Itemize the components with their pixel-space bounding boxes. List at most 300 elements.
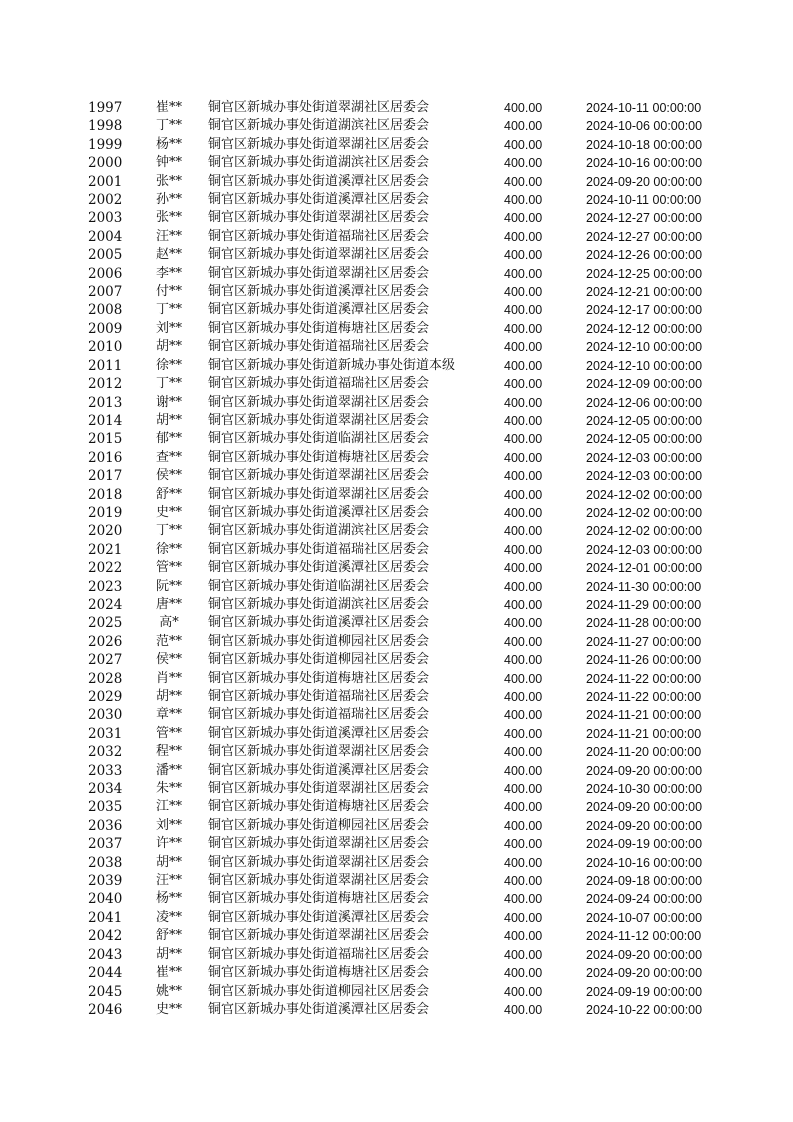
left-margin (0, 890, 88, 908)
recipient-name-cell: 范** (155, 633, 182, 649)
organization-cell: 铜官区新城办事处街道溪潭社区居委会 (208, 284, 430, 300)
row-id-cell: 2008 (88, 302, 123, 319)
left-margin (0, 412, 88, 430)
amount-cell: 400.00 (504, 726, 543, 741)
left-margin (0, 835, 88, 853)
row-id-cell: 2000 (88, 155, 123, 172)
table-row (0, 449, 793, 467)
row-id-cell: 2019 (88, 504, 123, 521)
recipient-name-cell: 史** (155, 504, 182, 520)
recipient-name-cell: 刘** (155, 817, 182, 833)
date-cell: 2024-12-10 00:00:00 (586, 358, 703, 373)
date-cell: 2024-10-22 00:00:00 (586, 1002, 703, 1017)
organization-cell: 铜官区新城办事处街道临湖社区居委会 (208, 578, 430, 594)
left-margin (0, 946, 88, 964)
recipient-name-cell: 谢** (155, 394, 182, 410)
row-id-cell: 2020 (88, 523, 123, 540)
amount-cell: 400.00 (504, 782, 543, 797)
left-margin (0, 191, 88, 209)
organization-cell: 铜官区新城办事处街道福瑞社区居委会 (208, 707, 430, 723)
row-id-cell: 2022 (88, 560, 123, 577)
row-id-cell: 2017 (88, 468, 123, 485)
recipient-name-cell: 丁** (155, 376, 182, 392)
date-cell: 2024-11-20 00:00:00 (586, 745, 702, 760)
recipient-name-cell: 凌** (155, 909, 182, 925)
row-id-cell: 2031 (88, 725, 123, 742)
amount-cell: 400.00 (504, 101, 543, 115)
left-margin (0, 670, 88, 688)
organization-cell: 铜官区新城办事处街道翠湖社区居委会 (208, 412, 430, 428)
organization-cell: 铜官区新城办事处街道新城办事处街道本级 (208, 357, 456, 373)
row-id-cell: 2021 (88, 541, 123, 558)
table-row (0, 890, 793, 908)
organization-cell: 铜官区新城办事处街道溪潭社区居委会 (208, 762, 430, 778)
table-row (0, 1001, 793, 1019)
organization-cell: 铜官区新城办事处街道翠湖社区居委会 (208, 247, 430, 263)
date-cell: 2024-12-21 00:00:00 (586, 285, 703, 300)
row-id-cell: 2042 (88, 928, 123, 945)
table-row (0, 743, 793, 761)
table-row (0, 688, 793, 706)
left-margin (0, 283, 88, 301)
date-cell: 2024-12-01 00:00:00 (586, 561, 703, 576)
row-id-cell: 2043 (88, 946, 123, 963)
left-margin (0, 338, 88, 356)
amount-cell: 400.00 (504, 377, 543, 392)
table-row (0, 854, 793, 872)
recipient-name-cell: 郁** (155, 431, 182, 447)
table-row (0, 117, 793, 135)
recipient-name-cell: 史** (155, 1001, 182, 1017)
organization-cell: 铜官区新城办事处街道柳园社区居委会 (208, 817, 430, 833)
row-id-cell: 2002 (88, 192, 123, 209)
organization-cell: 铜官区新城办事处街道福瑞社区居委会 (208, 376, 430, 392)
date-cell: 2024-12-05 00:00:00 (586, 432, 703, 447)
recipient-name-cell: 付** (155, 284, 182, 300)
row-id-cell: 2039 (88, 873, 123, 890)
date-cell: 2024-12-05 00:00:00 (586, 413, 703, 428)
table-row (0, 357, 793, 375)
date-cell: 2024-12-06 00:00:00 (586, 395, 703, 410)
date-cell: 2024-12-10 00:00:00 (586, 340, 703, 355)
table-row (0, 228, 793, 246)
row-id-cell: 2033 (88, 762, 123, 779)
recipient-name-cell: 孙** (155, 192, 182, 208)
organization-cell: 铜官区新城办事处街道翠湖社区居委会 (208, 873, 430, 889)
row-id-cell: 2035 (88, 799, 123, 816)
amount-cell: 400.00 (504, 763, 543, 778)
table-row (0, 522, 793, 540)
recipient-name-cell: 章** (155, 707, 182, 723)
table-row (0, 412, 793, 430)
date-cell: 2024-12-03 00:00:00 (586, 469, 703, 484)
table-row (0, 596, 793, 614)
left-margin (0, 1001, 88, 1019)
recipient-name-cell: 胡** (155, 412, 182, 428)
date-cell: 2024-12-27 00:00:00 (586, 229, 703, 244)
recipient-name-cell: 刘** (155, 320, 182, 336)
organization-cell: 铜官区新城办事处街道溪潭社区居委会 (208, 1001, 430, 1017)
date-cell: 2024-09-20 00:00:00 (586, 966, 703, 981)
date-cell: 2024-09-20 00:00:00 (586, 947, 703, 962)
table-row (0, 504, 793, 522)
left-margin (0, 872, 88, 890)
table-row (0, 486, 793, 504)
date-cell: 2024-11-22 00:00:00 (586, 671, 702, 686)
recipient-name-cell: 江** (155, 799, 182, 815)
left-margin (0, 596, 88, 614)
amount-cell: 400.00 (504, 597, 543, 612)
left-margin (0, 228, 88, 246)
date-cell: 2024-10-11 00:00:00 (586, 193, 702, 208)
recipient-name-cell: 程** (155, 744, 182, 760)
row-id-cell: 2030 (88, 707, 123, 724)
data-table (0, 99, 793, 1019)
amount-cell: 400.00 (504, 119, 543, 134)
amount-cell: 400.00 (504, 524, 543, 539)
left-margin (0, 375, 88, 393)
left-margin (0, 301, 88, 319)
row-id-cell: 2027 (88, 652, 123, 669)
amount-cell: 400.00 (504, 984, 543, 999)
organization-cell: 铜官区新城办事处街道柳园社区居委会 (208, 652, 430, 668)
date-cell: 2024-12-02 00:00:00 (586, 487, 703, 502)
table-row (0, 541, 793, 559)
row-id-cell: 2034 (88, 781, 123, 798)
date-cell: 2024-09-20 00:00:00 (586, 800, 703, 815)
table-row (0, 136, 793, 154)
row-id-cell: 2025 (88, 615, 123, 632)
row-id-cell: 1999 (88, 136, 123, 153)
row-id-cell: 2014 (88, 412, 123, 429)
recipient-name-cell: 管** (155, 560, 182, 576)
amount-cell: 400.00 (504, 800, 543, 815)
amount-cell: 400.00 (504, 505, 543, 520)
organization-cell: 铜官区新城办事处街道湖滨社区居委会 (208, 118, 430, 134)
amount-cell: 400.00 (504, 450, 543, 465)
row-id-cell: 2001 (88, 173, 123, 190)
row-id-cell: 2046 (88, 1001, 123, 1018)
table-row (0, 725, 793, 743)
recipient-name-cell: 汪** (155, 873, 182, 889)
amount-cell: 400.00 (504, 745, 543, 760)
recipient-name-cell: 胡** (155, 854, 182, 870)
date-cell: 2024-11-21 00:00:00 (586, 708, 702, 723)
recipient-name-cell: 管** (155, 725, 182, 741)
left-margin (0, 706, 88, 724)
table-row (0, 817, 793, 835)
recipient-name-cell: 肖** (155, 670, 182, 686)
row-id-cell: 2010 (88, 339, 123, 356)
table-row (0, 467, 793, 485)
table-row (0, 835, 793, 853)
organization-cell: 铜官区新城办事处街道湖滨社区居委会 (208, 155, 430, 171)
recipient-name-cell: 崔** (155, 965, 182, 981)
left-margin (0, 357, 88, 375)
recipient-name-cell: 胡** (155, 339, 182, 355)
recipient-name-cell: 赵** (155, 247, 182, 263)
table-row (0, 983, 793, 1001)
table-row (0, 946, 793, 964)
date-cell: 2024-11-27 00:00:00 (586, 634, 702, 649)
organization-cell: 铜官区新城办事处街道翠湖社区居委会 (208, 265, 430, 281)
amount-cell: 400.00 (504, 340, 543, 355)
recipient-name-cell: 崔** (155, 100, 182, 115)
table-row (0, 670, 793, 688)
recipient-name-cell: 胡** (155, 946, 182, 962)
amount-cell: 400.00 (504, 266, 543, 281)
amount-cell: 400.00 (504, 837, 543, 852)
table-row (0, 173, 793, 191)
row-id-cell: 2005 (88, 247, 123, 264)
left-margin (0, 743, 88, 761)
row-id-cell: 2028 (88, 670, 123, 687)
table-row (0, 338, 793, 356)
amount-cell: 400.00 (504, 929, 543, 944)
row-id-cell: 1998 (88, 118, 123, 135)
recipient-name-cell: 侯** (155, 468, 182, 484)
organization-cell: 铜官区新城办事处街道湖滨社区居委会 (208, 523, 430, 539)
date-cell: 2024-12-26 00:00:00 (586, 248, 703, 263)
date-cell: 2024-11-12 00:00:00 (586, 929, 702, 944)
date-cell: 2024-12-27 00:00:00 (586, 211, 703, 226)
row-id-cell: 2026 (88, 633, 123, 650)
date-cell: 2024-11-26 00:00:00 (586, 653, 702, 668)
left-margin (0, 522, 88, 540)
recipient-name-cell: 李** (155, 265, 182, 281)
amount-cell: 400.00 (504, 579, 543, 594)
organization-cell: 铜官区新城办事处街道溪潭社区居委会 (208, 504, 430, 520)
amount-cell: 400.00 (504, 947, 543, 962)
date-cell: 2024-12-03 00:00:00 (586, 450, 703, 465)
left-margin (0, 117, 88, 135)
row-id-cell: 2015 (88, 431, 123, 448)
table-row (0, 927, 793, 945)
row-id-cell: 2012 (88, 376, 123, 393)
table-row (0, 209, 793, 227)
table-row (0, 394, 793, 412)
organization-cell: 铜官区新城办事处街道福瑞社区居委会 (208, 339, 430, 355)
organization-cell: 铜官区新城办事处街道翠湖社区居委会 (208, 100, 430, 115)
amount-cell: 400.00 (504, 910, 543, 925)
left-margin (0, 983, 88, 1001)
date-cell: 2024-12-12 00:00:00 (586, 321, 703, 336)
organization-cell: 铜官区新城办事处街道翠湖社区居委会 (208, 394, 430, 410)
date-cell: 2024-09-19 00:00:00 (586, 837, 703, 852)
recipient-name-cell: 徐** (155, 541, 182, 557)
organization-cell: 铜官区新城办事处街道梅塘社区居委会 (208, 891, 430, 907)
organization-cell: 铜官区新城办事处街道福瑞社区居委会 (208, 228, 430, 244)
left-margin (0, 964, 88, 982)
date-cell: 2024-11-30 00:00:00 (586, 579, 702, 594)
left-margin (0, 209, 88, 227)
left-margin (0, 99, 88, 117)
date-cell: 2024-09-24 00:00:00 (586, 892, 703, 907)
date-cell: 2024-12-02 00:00:00 (586, 505, 703, 520)
date-cell: 2024-09-19 00:00:00 (586, 984, 703, 999)
left-margin (0, 394, 88, 412)
recipient-name-cell: 丁** (155, 523, 182, 539)
amount-cell: 400.00 (504, 395, 543, 410)
recipient-name-cell: 丁** (155, 302, 182, 318)
row-id-cell: 2040 (88, 891, 123, 908)
amount-cell: 400.00 (504, 229, 543, 244)
row-id-cell: 2004 (88, 228, 123, 245)
amount-cell: 400.00 (504, 432, 543, 447)
left-margin (0, 246, 88, 264)
organization-cell: 铜官区新城办事处街道梅塘社区居委会 (208, 965, 430, 981)
amount-cell: 400.00 (504, 616, 543, 631)
organization-cell: 铜官区新城办事处街道临湖社区居委会 (208, 431, 430, 447)
left-margin (0, 927, 88, 945)
table-row (0, 191, 793, 209)
organization-cell: 铜官区新城办事处街道翠湖社区居委会 (208, 928, 430, 944)
row-id-cell: 2016 (88, 449, 123, 466)
table-row (0, 909, 793, 927)
table-row (0, 283, 793, 301)
table-row (0, 246, 793, 264)
row-id-cell: 2009 (88, 320, 123, 337)
amount-cell: 400.00 (504, 561, 543, 576)
table-row (0, 651, 793, 669)
left-margin (0, 136, 88, 154)
date-cell: 2024-09-20 00:00:00 (586, 174, 703, 189)
left-margin (0, 633, 88, 651)
organization-cell: 铜官区新城办事处街道湖滨社区居委会 (208, 596, 430, 612)
recipient-name-cell: 舒** (155, 928, 182, 944)
table-row (0, 265, 793, 283)
recipient-name-cell: 高* (159, 615, 179, 631)
date-cell: 2024-11-22 00:00:00 (586, 690, 702, 704)
date-cell: 2024-10-06 00:00:00 (586, 119, 703, 134)
amount-cell: 400.00 (504, 285, 543, 300)
amount-cell: 400.00 (504, 542, 543, 557)
date-cell: 2024-10-07 00:00:00 (586, 910, 703, 925)
row-id-cell: 1997 (88, 100, 123, 116)
date-cell: 2024-09-20 00:00:00 (586, 818, 703, 833)
left-margin (0, 486, 88, 504)
amount-cell: 400.00 (504, 874, 543, 889)
recipient-name-cell: 侯** (155, 652, 182, 668)
table-row (0, 798, 793, 816)
recipient-name-cell: 丁** (155, 118, 182, 134)
row-id-cell: 2024 (88, 596, 123, 613)
organization-cell: 铜官区新城办事处街道翠湖社区居委会 (208, 210, 430, 226)
row-id-cell: 2041 (88, 909, 123, 926)
date-cell: 2024-12-09 00:00:00 (586, 377, 703, 392)
table-row (0, 633, 793, 651)
recipient-name-cell: 汪** (155, 228, 182, 244)
date-cell: 2024-10-30 00:00:00 (586, 782, 703, 797)
date-cell: 2024-11-29 00:00:00 (586, 597, 702, 612)
date-cell: 2024-09-20 00:00:00 (586, 763, 703, 778)
organization-cell: 铜官区新城办事处街道溪潭社区居委会 (208, 909, 430, 925)
organization-cell: 铜官区新城办事处街道翠湖社区居委会 (208, 744, 430, 760)
amount-cell: 400.00 (504, 321, 543, 336)
left-margin (0, 449, 88, 467)
row-id-cell: 2006 (88, 265, 123, 282)
recipient-name-cell: 张** (155, 210, 182, 226)
left-margin (0, 154, 88, 172)
left-margin (0, 541, 88, 559)
left-margin (0, 265, 88, 283)
amount-cell: 400.00 (504, 892, 543, 907)
table-row (0, 320, 793, 338)
row-id-cell: 2037 (88, 836, 123, 853)
organization-cell: 铜官区新城办事处街道福瑞社区居委会 (208, 946, 430, 962)
amount-cell: 400.00 (504, 690, 543, 704)
organization-cell: 铜官区新城办事处街道溪潭社区居委会 (208, 302, 430, 318)
table-row (0, 780, 793, 798)
organization-cell: 铜官区新城办事处街道翠湖社区居委会 (208, 781, 430, 797)
row-id-cell: 2038 (88, 854, 123, 871)
row-id-cell: 2023 (88, 578, 123, 595)
organization-cell: 铜官区新城办事处街道翠湖社区居委会 (208, 136, 430, 152)
table-row (0, 99, 793, 117)
row-id-cell: 2029 (88, 689, 123, 705)
left-margin (0, 762, 88, 780)
organization-cell: 铜官区新城办事处街道梅塘社区居委会 (208, 670, 430, 686)
organization-cell: 铜官区新城办事处街道梅塘社区居委会 (208, 449, 430, 465)
organization-cell: 铜官区新城办事处街道柳园社区居委会 (208, 983, 430, 999)
recipient-name-cell: 胡** (155, 689, 182, 704)
left-margin (0, 651, 88, 669)
recipient-name-cell: 钟** (155, 155, 182, 171)
left-margin (0, 909, 88, 927)
date-cell: 2024-12-25 00:00:00 (586, 266, 703, 281)
table-row (0, 872, 793, 890)
date-cell: 2024-10-16 00:00:00 (586, 156, 703, 171)
organization-cell: 铜官区新城办事处街道溪潭社区居委会 (208, 560, 430, 576)
left-margin (0, 320, 88, 338)
left-margin (0, 725, 88, 743)
organization-cell: 铜官区新城办事处街道福瑞社区居委会 (208, 541, 430, 557)
recipient-name-cell: 姚** (155, 983, 182, 999)
left-margin (0, 817, 88, 835)
recipient-name-cell: 阮** (155, 578, 182, 594)
date-cell: 2024-12-03 00:00:00 (586, 542, 703, 557)
date-cell: 2024-11-28 00:00:00 (586, 616, 702, 631)
organization-cell: 铜官区新城办事处街道梅塘社区居委会 (208, 320, 430, 336)
left-margin (0, 854, 88, 872)
recipient-name-cell: 唐** (155, 596, 182, 612)
left-margin (0, 467, 88, 485)
amount-cell: 400.00 (504, 303, 543, 318)
date-cell: 2024-12-17 00:00:00 (586, 303, 703, 318)
row-id-cell: 2003 (88, 210, 123, 227)
table-row (0, 614, 793, 632)
amount-cell: 400.00 (504, 248, 543, 263)
organization-cell: 铜官区新城办事处街道翠湖社区居委会 (208, 486, 430, 502)
amount-cell: 400.00 (504, 156, 543, 171)
organization-cell: 铜官区新城办事处街道溪潭社区居委会 (208, 615, 430, 631)
amount-cell: 400.00 (504, 413, 543, 428)
amount-cell: 400.00 (504, 634, 543, 649)
recipient-name-cell: 杨** (155, 136, 182, 152)
organization-cell: 铜官区新城办事处街道梅塘社区居委会 (208, 799, 430, 815)
amount-cell: 400.00 (504, 137, 543, 152)
left-margin (0, 614, 88, 632)
amount-cell: 400.00 (504, 855, 543, 870)
row-id-cell: 2013 (88, 394, 123, 411)
row-id-cell: 2045 (88, 983, 123, 1000)
row-id-cell: 2044 (88, 965, 123, 982)
date-cell: 2024-11-21 00:00:00 (586, 726, 702, 741)
left-margin (0, 688, 88, 706)
table-row (0, 964, 793, 982)
table-row (0, 375, 793, 393)
date-cell: 2024-09-18 00:00:00 (586, 874, 703, 889)
